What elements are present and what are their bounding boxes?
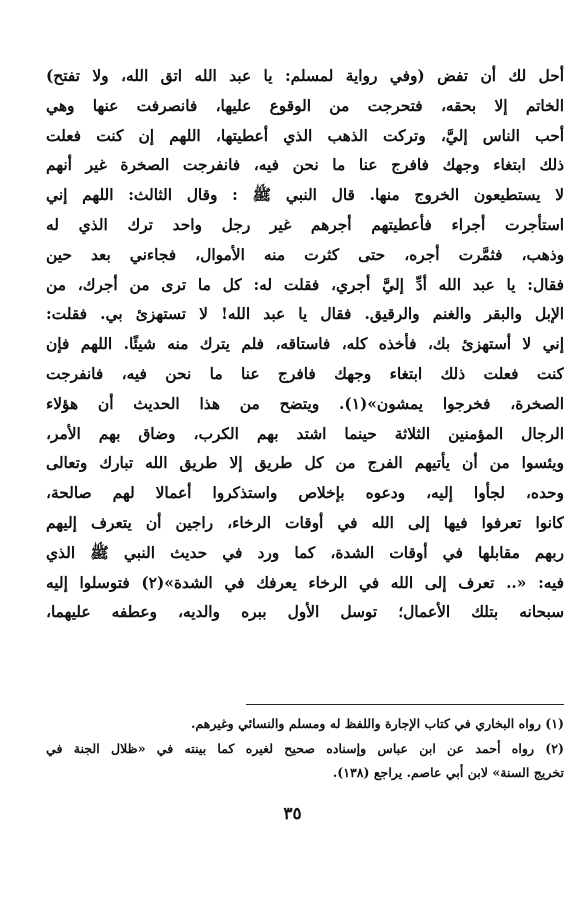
text-line: الصخرة، فخرجوا يمشون»(١). ويتضح من هذا الحديث أن هؤلاء (46, 394, 564, 413)
text-line: ذلك ابتغاء وجهك فافرج عنا ما نحن فيه، فانفرجت الصخرة غير أنهم (46, 156, 564, 175)
text-line: كنت فعلت ذلك ابتغاء وجهك فافرج عنا ما نحن فيه، فانفرجت (46, 364, 564, 383)
text-line: إني لا أستهزئ بك، فأخذه كله، فاستاقه، فلم يترك منه شيئًا. اللهم فإن (46, 335, 564, 354)
text-line: ويئسوا من أن يأتيهم الفرج من كل طريق إلا طريق الله تبارك وتعالى (46, 454, 564, 473)
text-line: سبحانه بتلك الأعمال؛ توسل الأول ببره والديه، وعطفه عليهما، (46, 603, 564, 622)
text-line: كانوا تعرفوا فيها إلى الله في أوقات الرخاء، راجين أن يتعرف إليهم (46, 513, 564, 532)
footnote-2-continuation: تخريج السنة» لابن أبي عاصم. يراجع (١٣٨). (332, 765, 564, 780)
text-line: وذهب، فثمَّرت أجره، حتى كثرت منه الأموال، فجاءني بعد حين (46, 245, 564, 264)
footnote-separator (246, 704, 564, 705)
text-line: أحل لك أن تفض (وفي رواية لمسلم: يا عبد الله اتق الله، ولا تفتح) (46, 67, 564, 85)
text-line: فقال: يا عبد الله أدِّ إليَّ أجري، فقلت له: كل ما ترى من أجرك، من (46, 275, 564, 294)
text-line: الخاتم إلا بحقه، فتحرجت من الوقوع عليها، فانصرفت عنها وهي (46, 96, 564, 115)
text-line: وحده، لجأوا إليه، ودعوه بإخلاص واستذكروا أعمالا لهم صالحة، (46, 484, 564, 503)
footnotes (46, 712, 564, 786)
text-line: فيه: «.. تعرف إلى الله في الرخاء يعرفك في الشدة»(٢) فتوسلوا إليه (46, 573, 564, 592)
page-number: ٣٥ (283, 804, 302, 824)
footnote-2: (٢) رواه أحمد عن ابن عباس وإسناده صحيح لغيره كما بينته في «ظلال الجنة في (46, 740, 564, 756)
text-line: الرجال المؤمنين الثلاثة حينما اشتد بهم الكرب، وضاق بهم الأمر، (46, 424, 564, 443)
text-line: لا يستطيعون الخروج منها. قال النبي ﷺ : وقال الثالث: اللهم إني (46, 186, 564, 205)
text-line: أحب الناس إليَّ، وتركت الذهب الذي أعطيتها، اللهم إن كنت فعلت (46, 126, 564, 145)
main-text (46, 62, 564, 628)
footnote-1: (١) رواه البخاري في كتاب الإجارة واللفظ له ومسلم والنسائي وغيرهم. (190, 716, 564, 731)
text-line: الإبل والبقر والغنم والرقيق. فقال يا عبد الله! لا تستهزئ بي. فقلت: (46, 305, 564, 324)
text-line: ربهم مقابلها في أوقات الشدة، كما ورد في حديث النبي ﷺ الذي (46, 543, 564, 562)
text-line: استأجرت أجراء فأعطيتهم أجرهم غير رجل واحد ترك الذي له (46, 215, 564, 234)
